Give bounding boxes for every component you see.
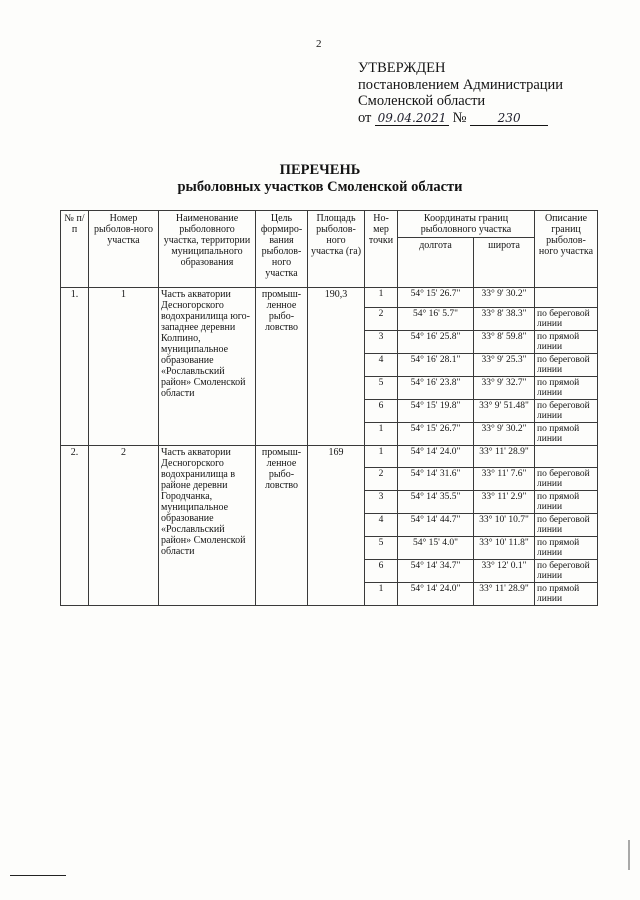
longitude-cell: 54° 14' 24.0" (398, 583, 474, 606)
document-subtitle: рыболовных участков Смоленской области (177, 179, 463, 195)
longitude-cell: 54° 16' 23.8" (398, 377, 474, 400)
longitude-cell: 54° 14' 31.6" (398, 468, 474, 491)
boundary-description: по прямой линии (535, 331, 598, 354)
point-number: 1 (365, 288, 398, 308)
longitude-cell: 54° 15' 19.8" (398, 400, 474, 423)
latitude-cell: 33° 11' 28.9" (474, 446, 535, 468)
document-title: ПЕРЕЧЕНЬ (279, 162, 361, 178)
boundary-description: по береговой линии (535, 514, 598, 537)
latitude-cell: 33° 11' 7.6" (474, 468, 535, 491)
point-number: 1 (365, 423, 398, 446)
point-number: 5 (365, 537, 398, 560)
approval-date: 09.04.2021 (375, 112, 449, 126)
point-number: 2 (365, 308, 398, 331)
longitude-cell: 54° 16' 28.1" (398, 354, 474, 377)
boundary-description: по береговой линии (535, 308, 598, 331)
longitude-cell: 54° 16' 25.8" (398, 331, 474, 354)
latitude-cell: 33° 11' 28.9" (474, 583, 535, 606)
header-description: Описание границ рыболов-ного участка (535, 211, 598, 288)
approval-title: УТВЕРЖДЕН (358, 60, 446, 76)
boundary-description: по береговой линии (535, 354, 598, 377)
plot-area: 190,3 (308, 288, 365, 446)
latitude-cell: 33° 11' 2.9" (474, 491, 535, 514)
latitude-cell: 33° 9' 25.3" (474, 354, 535, 377)
date-prefix: от (358, 109, 372, 126)
header-num: № п/п (61, 211, 89, 288)
point-number: 5 (365, 377, 398, 400)
point-number: 3 (365, 331, 398, 354)
longitude-cell: 54° 15' 4.0" (398, 537, 474, 560)
point-number: 2 (365, 468, 398, 491)
latitude-cell: 33° 8' 59.8" (474, 331, 535, 354)
header-plot-number: Номер рыболов-ного участка (89, 211, 159, 288)
boundary-description: по прямой линии (535, 423, 598, 446)
header-longitude: долгота (398, 238, 474, 288)
latitude-cell: 33° 10' 11.8" (474, 537, 535, 560)
plot-purpose: промыш-ленное рыбо-ловство (256, 446, 308, 606)
boundary-description: по береговой линии (535, 400, 598, 423)
approval-number: 230 (470, 112, 548, 126)
row-number: 2. (61, 446, 89, 606)
header-latitude: широта (474, 238, 535, 288)
point-number: 6 (365, 400, 398, 423)
latitude-cell: 33° 9' 30.2" (474, 423, 535, 446)
boundary-description (535, 446, 598, 468)
plot-number: 2 (89, 446, 159, 606)
longitude-cell: 54° 14' 35.5" (398, 491, 474, 514)
boundary-description: по береговой линии (535, 468, 598, 491)
table-row (61, 288, 598, 308)
latitude-cell: 33° 9' 30.2" (474, 288, 535, 308)
approval-line: Смоленской области (358, 93, 486, 109)
boundary-description (535, 288, 598, 308)
boundary-description: по прямой линии (535, 583, 598, 606)
scan-edge-mark (628, 840, 630, 870)
longitude-cell: 54° 15' 26.7" (398, 288, 474, 308)
table-row (61, 446, 598, 468)
plot-name: Часть акватории Десногорского водохранилища в районе деревни Городчанка, муниципальное образование «Рославльский район» Смоленской области (159, 446, 256, 606)
plot-area: 169 (308, 446, 365, 606)
longitude-cell: 54° 15' 26.7" (398, 423, 474, 446)
latitude-cell: 33° 10' 10.7" (474, 514, 535, 537)
latitude-cell: 33° 12' 0.1" (474, 560, 535, 583)
boundary-description: по прямой линии (535, 491, 598, 514)
number-sign: № (452, 109, 467, 126)
header-area: Площадь рыболов-ного участка (га) (308, 211, 365, 288)
approval-date-line (358, 110, 598, 127)
point-number: 1 (365, 583, 398, 606)
longitude-cell: 54° 14' 24.0" (398, 446, 474, 468)
header-plot-name: Наименование рыболовного участка, территории муниципального образования (159, 211, 256, 288)
longitude-cell: 54° 14' 44.7" (398, 514, 474, 537)
point-number: 6 (365, 560, 398, 583)
point-number: 3 (365, 491, 398, 514)
boundary-description: по прямой линии (535, 537, 598, 560)
point-number: 1 (365, 446, 398, 468)
page-number: 2 (316, 38, 322, 50)
point-number: 4 (365, 354, 398, 377)
longitude-cell: 54° 16' 5.7" (398, 308, 474, 331)
latitude-cell: 33° 9' 32.7" (474, 377, 535, 400)
header-purpose: Цель формиро-вания рыболов-ного участка (256, 211, 308, 288)
approval-line: постановлением Администрации (358, 76, 564, 93)
boundary-description: по береговой линии (535, 560, 598, 583)
longitude-cell: 54° 14' 34.7" (398, 560, 474, 583)
row-number: 1. (61, 288, 89, 446)
plot-number: 1 (89, 288, 159, 446)
header-coordinates: Координаты границ рыболовного участка (398, 211, 535, 238)
plot-purpose: промыш-ленное рыбо-ловство (256, 288, 308, 446)
boundary-description: по прямой линии (535, 377, 598, 400)
point-number: 4 (365, 514, 398, 537)
latitude-cell: 33° 8' 38.3" (474, 308, 535, 331)
signature-line (10, 875, 66, 876)
latitude-cell: 33° 9' 51.48" (474, 400, 535, 423)
approval-stamp (358, 60, 598, 126)
header-point: Но-мер точки (365, 211, 398, 288)
plot-name: Часть акватории Десногорского водохранилища юго-западнее деревни Колпино, муниципальное образование «Рославльский район» Смоленской области (159, 288, 256, 446)
fishing-plots-table (60, 210, 598, 606)
